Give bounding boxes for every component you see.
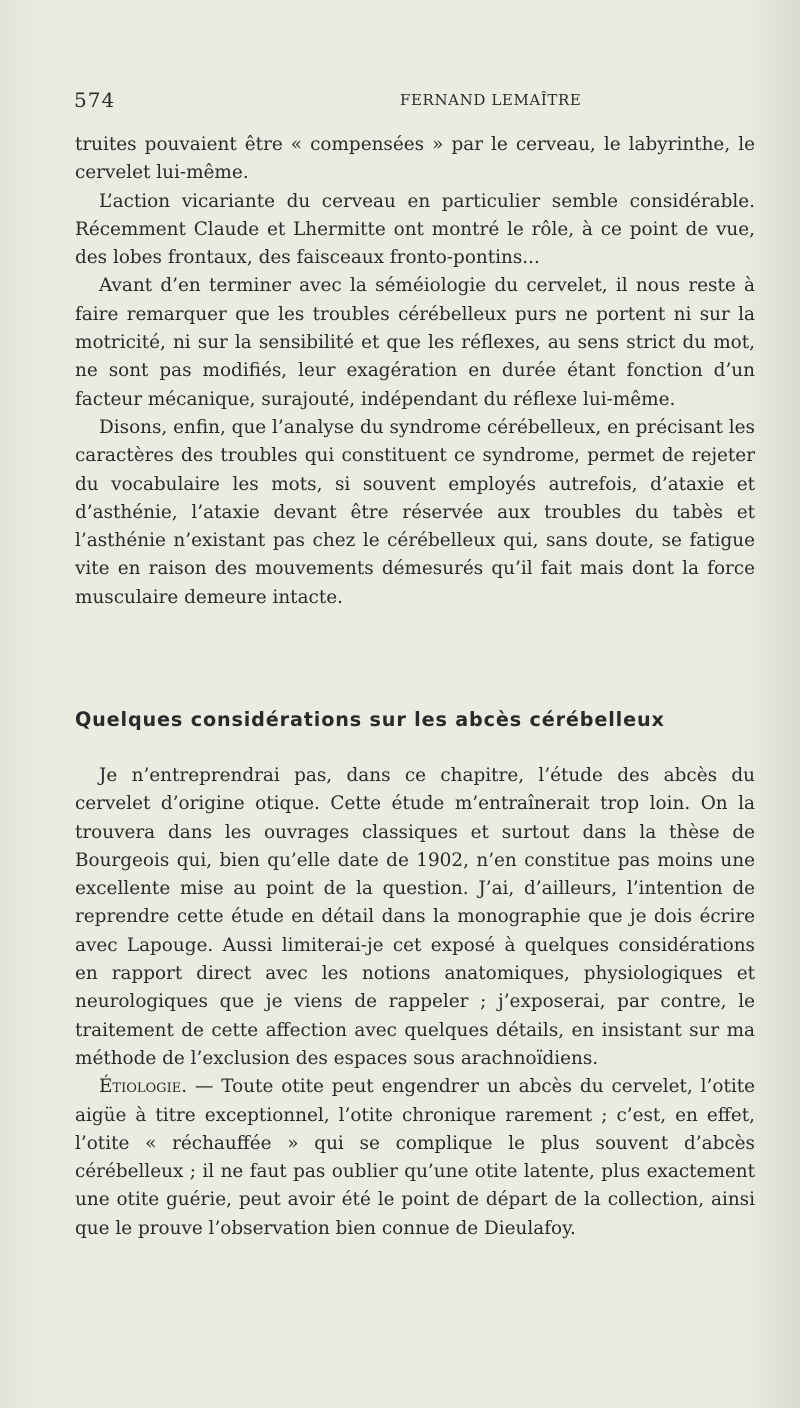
- paragraph: truites pouvaient être « compensées » par le cerveau, le labyrinthe, le cervelet lui-même.: [75, 134, 755, 184]
- etiology-paragraph: [75, 1073, 755, 1243]
- running-head: FERNAND LEMAÎTRE: [400, 91, 582, 109]
- paragraph: Je n’entreprendrai pas, dans ce chapitre, l’étude des abcès du cervelet d’origine otique. Cette étude m’entraînerait trop loin. On la trouvera dans les ouvrages classiques et surtout dans la thèse de Bourgeois qui, bien qu’elle date de 1902, n’en constitue pas moins une excellente mise au point de la question. J’ai, d’ailleurs, l’intention de reprendre cette étude en détail dans la monographie que je dois écrire avec Lapouge. Aussi limiterai-je cet exposé à quelques considérations en rapport direct avec les notions anatomiques, physiologiques et neurologiques que je viens de rappeler ; j’exposerai, par contre, le traitement de cette affection avec quelques détails, en insistant sur ma méthode de l’exclusion des espaces sous arachnoïdiens.: [75, 765, 755, 1069]
- body-text-top: [75, 131, 755, 612]
- body-text-bottom: [75, 762, 755, 1243]
- etiology-text: — Toute otite peut engendrer un abcès du cervelet, l’otite aigüe à titre exceptionnel, l’otite chronique rarement ; c’est, en effet, l’otite « réchauffée » qui se complique le plus souvent d’abcès cérébelleux ; il ne faut pas oublier qu’une otite latente, plus exactement une otite guérie, peut avoir été le point de départ de la collection, ainsi que le prouve l’observation bien connue de Dieulafoy.: [75, 1076, 755, 1239]
- paragraph: L’action vicariante du cerveau en particulier semble considérable. Récemment Claude et Lhermitte ont montré le rôle, à ce point de vue, des lobes frontaux, des faisceaux fronto-pontins...: [75, 190, 755, 269]
- paragraph: Avant d’en terminer avec la séméiologie du cervelet, il nous reste à faire remarquer que les troubles cérébelleux purs ne portent ni sur la motricité, ni sur la sensibilité et que les réflexes, au sens strict du mot, ne sont pas modifiés, leur exagération en durée étant fonction d’un facteur mécanique, surajouté, indépendant du réflexe lui-même.: [75, 275, 755, 410]
- paragraph: Disons, enfin, que l’analyse du syndrome cérébelleux, en précisant les caractères des troubles qui constituent ce syndrome, permet de rejeter du vocabulaire les mots, si souvent employés autrefois, d’ataxie et d’asthénie, l’ataxie devant être réservée aux troubles du tabès et l’asthénie n’existant pas chez le cérébelleux qui, sans doute, se fatigue vite en raison des mouvements démesurés qu’il fait mais dont la force musculaire demeure intacte.: [75, 416, 755, 608]
- page-number: 574: [74, 88, 116, 112]
- page-header: [74, 88, 754, 112]
- section-heading: Quelques considérations sur les abcès cérébelleux: [75, 708, 665, 731]
- etiology-label: Étiologie.: [99, 1076, 188, 1098]
